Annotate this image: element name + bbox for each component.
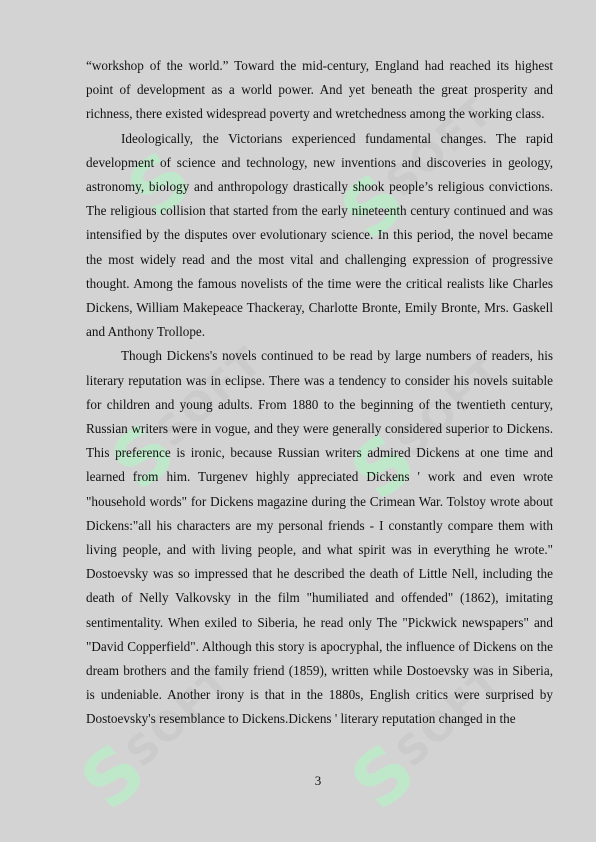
watermark-logo: S — [94, 407, 192, 507]
watermark-logo: S — [111, 135, 209, 235]
watermark-logo: S — [334, 417, 432, 517]
watermark-logo: S — [334, 727, 432, 827]
watermark-word: SOFT — [387, 658, 512, 777]
paragraph: Ideologically, the Victorians experienced fundamental changes. The rapid development of science and technology, new inventions and discoveries in geology, astronomy, biology and anthropology drastically shook people’s religious convictions. The religious collision that started from the early nineteenth century continued and was intensified by the disputes over evolutionary science. In this period, the novel became the most widely read and the most vital and challenging expression of progressive thought. Among the famous novelists of the time were the critical realists like Charles Dickens, William Makepeace Thackeray, Charlotte Bronte, Emily Bronte, Mrs. Gaskell and Anthony Trollope. — [86, 130, 553, 340]
watermark-logo: S — [324, 157, 422, 257]
watermark-logo: S — [64, 727, 162, 827]
watermark-word: SOFT — [147, 338, 272, 457]
paragraph: Though Dickens's novels continued to be read by large numbers of readers, his literary reputation was in eclipse. There was a tendency to consider his novels suitable for children and young adults. From 1880 to the beginning of the twentieth century, Russian writers were in vogue, and they were generally considered superior to Dickens. This preference is ironic, because Russian writers admired Dickens at one time and learned from him. Turgenev highly appreciated Dickens ' work and even wrote "household words" for Dickens magazine during the Crimean War. Tolstoy wrote about Dickens:"all his characters are my personal friends - I constantly compare them with living people, and with living people, and what spirit was in everything he wrote." Dostoevsky was so impressed that he described the death of Little Nell, including the death of Nelly Valkovsky in the film "humiliated and offended" (1862), imitating sentimentality. When exiled to Siberia, he read only The "Pickwick newspapers" and "David Copperfield". Although this story is apocryphal, the influence of Dickens on the dream brothers and the family friend (1859), written while Dostoevsky was in Siberia, is undeniable. Another irony is that in the 1880s, English critics were surprised by Dostoevsky's resemblance to Dickens.Dickens ' literary reputation changed in the — [86, 348, 553, 727]
page-number: 3 — [314, 773, 322, 788]
watermark-word: SOFT — [387, 348, 512, 467]
watermark-word: SOFT — [377, 88, 502, 207]
watermark-word: SOFT — [117, 658, 242, 777]
body-text — [86, 54, 553, 732]
paragraph: “workshop of the world.” Toward the mid-century, England had reached its highest point of development as a world power. And yet beneath the great prosperity and richness, there existed widespread poverty and wretchedness among the working class. — [86, 58, 553, 122]
